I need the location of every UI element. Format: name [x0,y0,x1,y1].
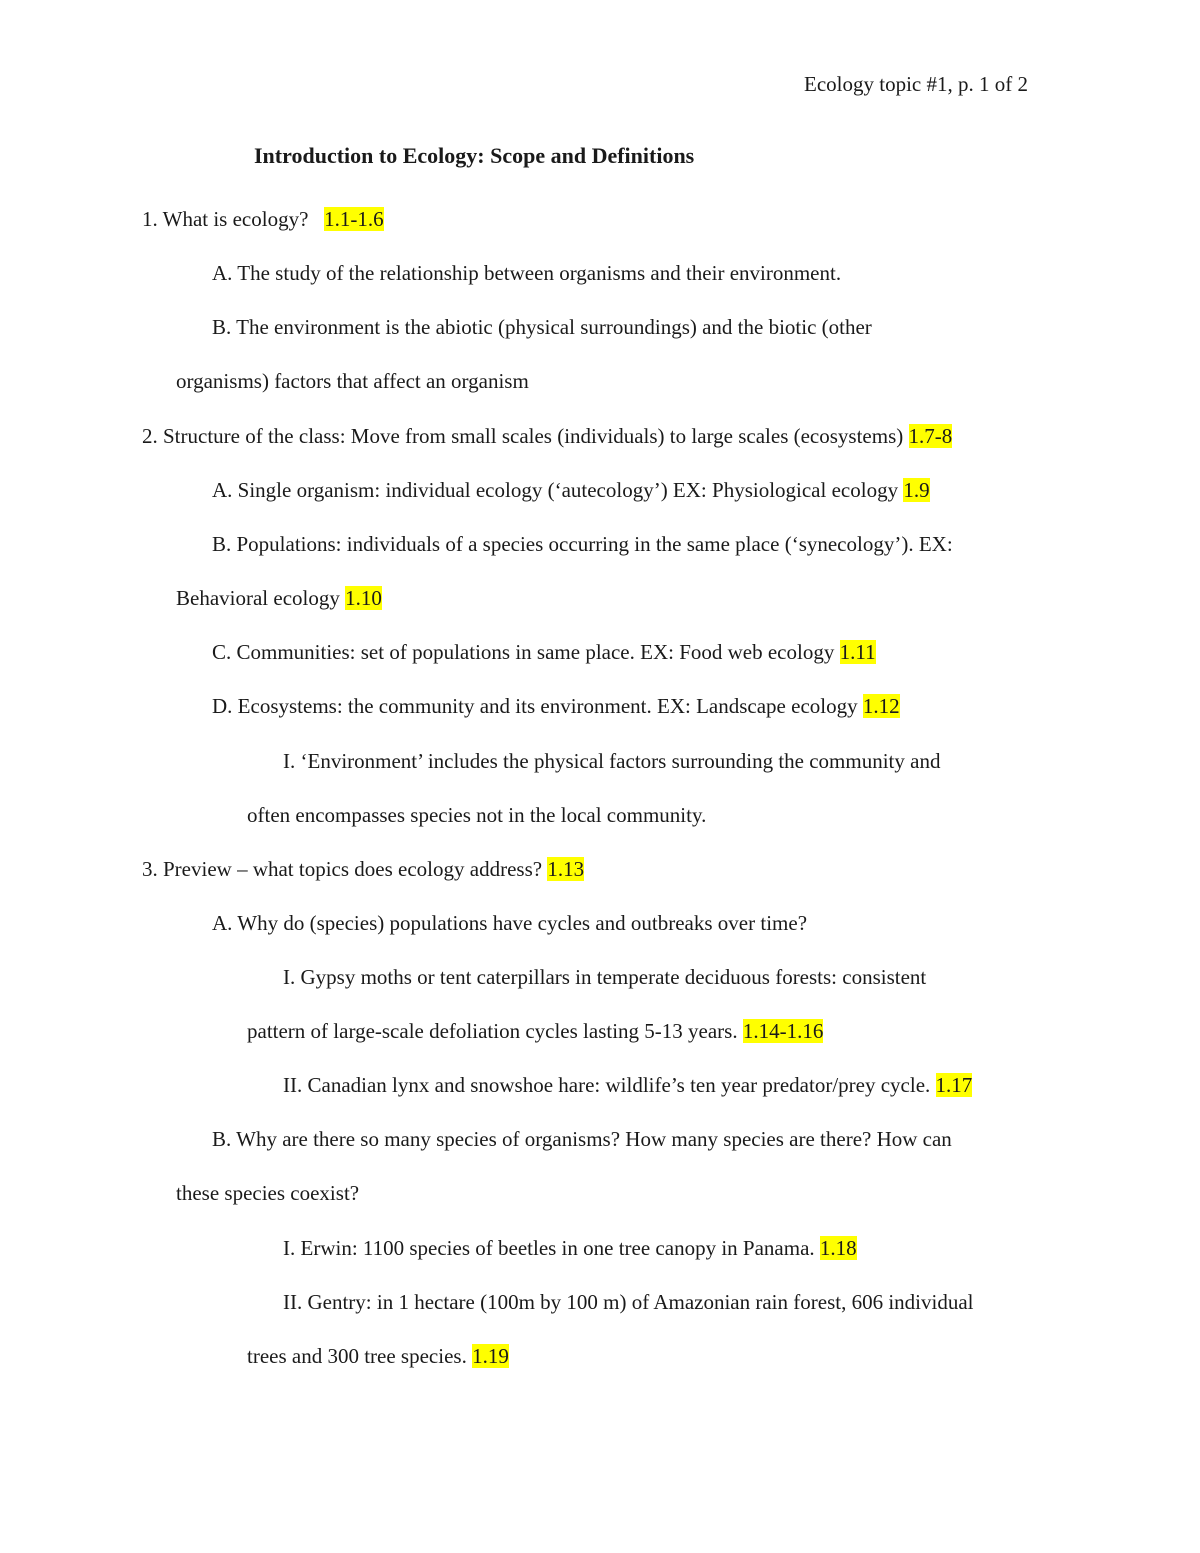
item-text: II. Gentry: in 1 hectare (100m by 100 m) of Amazonian rain forest, 606 individual [283,1290,974,1314]
outline-item-1a [212,260,841,286]
item-text: these species coexist? [176,1181,360,1205]
reference-highlight: 1.1-1.6 [324,207,384,231]
item-text: organisms) factors that affect an organism [176,369,529,393]
item-text: A. Single organism: individual ecology (‘autecology’) EX: Physiological ecology [212,478,899,502]
item-text: I. ‘Environment’ includes the physical factors surrounding the community and [283,749,941,773]
reference-highlight: 1.18 [819,1236,857,1260]
outline-item-2 [142,423,952,449]
reference-highlight: 1.10 [345,586,382,610]
outline-item-2d-i [283,748,940,774]
reference-highlight: 1.19 [472,1344,509,1368]
item-text: pattern of large-scale defoliation cycles lasting 5-13 years. [247,1019,738,1043]
outline-item-3b-ii [283,1289,974,1315]
document-title: Introduction to Ecology: Scope and Definitions [254,143,695,168]
outline-item-2a [212,477,930,503]
reference-highlight: 1.7-8 [908,424,953,448]
outline-item-3b [212,1126,952,1152]
reference-highlight: 1.13 [547,857,585,881]
outline-item-3b-i [283,1235,857,1261]
item-text: 3. Preview – what topics does ecology address? [142,857,543,881]
item-text: 1. What is ecology? [142,207,309,231]
item-text: 2. Structure of the class: Move from small scales (individuals) to large scales (ecosystems) [142,424,904,448]
item-text: trees and 300 tree species. [247,1344,467,1368]
reference-highlight: 1.11 [839,640,876,664]
item-text: D. Ecosystems: the community and its environment. EX: Landscape ecology [212,694,858,718]
outline-item-3b-ii-cont [247,1343,509,1369]
reference-highlight: 1.14-1.16 [742,1019,824,1043]
outline-item-2b-cont [176,585,382,611]
item-text: Behavioral ecology [176,586,340,610]
outline-item-1b [212,314,872,340]
item-text: I. Gypsy moths or tent caterpillars in temperate deciduous forests: consistent [283,965,927,989]
item-text: A. Why do (species) populations have cycles and outbreaks over time? [212,911,808,935]
outline-item-1b-cont [176,368,529,394]
outline-item-2d-i-cont [247,802,706,828]
item-text: B. The environment is the abiotic (physical surroundings) and the biotic (other [212,315,872,339]
item-text: A. The study of the relationship between organisms and their environment. [212,261,842,285]
item-text: II. Canadian lynx and snowshoe hare: wildlife’s ten year predator/prey cycle. [283,1073,931,1097]
item-text: often encompasses species not in the local community. [247,803,707,827]
item-text: C. Communities: set of populations in same place. EX: Food web ecology [212,640,835,664]
item-text: B. Why are there so many species of organisms? How many species are there? How can [212,1127,952,1151]
outline-item-3a-ii [283,1072,972,1098]
outline-item-3a [212,910,807,936]
item-text: I. Erwin: 1100 species of beetles in one tree canopy in Panama. [283,1236,815,1260]
reference-highlight: 1.12 [862,694,900,718]
outline-item-1 [142,206,384,232]
reference-highlight: 1.17 [935,1073,973,1097]
outline-item-3b-cont [176,1180,359,1206]
outline-item-3a-i-cont [247,1018,823,1044]
outline-item-3a-i [283,964,926,990]
outline-item-3 [142,856,584,882]
page-header: Ecology topic #1, p. 1 of 2 [804,72,1028,96]
outline-item-2c [212,639,876,665]
item-text: B. Populations: individuals of a species occurring in the same place (‘synecology’). EX: [212,532,953,556]
reference-highlight: 1.9 [903,478,930,502]
outline-item-2b [212,531,953,557]
outline-item-2d [212,693,900,719]
